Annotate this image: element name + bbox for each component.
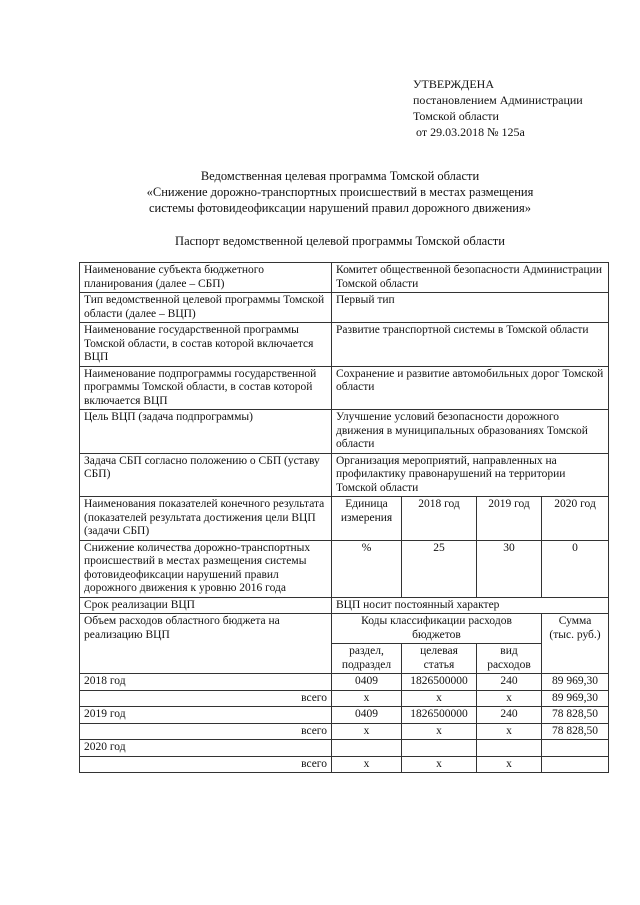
budget-label: Объем расходов областного бюджета на реализацию ВЦП <box>80 614 332 674</box>
budget-row <box>80 723 609 740</box>
budget-sum: 78 828,50 <box>542 723 609 740</box>
table-row <box>80 293 609 323</box>
budget-total-label: всего <box>80 690 332 707</box>
row-value: Комитет общественной безопасности Администрации Томской области <box>332 263 609 293</box>
document-title <box>60 168 620 216</box>
table-row <box>80 366 609 410</box>
table-row <box>80 410 609 454</box>
budget-row <box>80 756 609 773</box>
budget-row <box>80 740 609 757</box>
indicator-value: 30 <box>477 540 542 597</box>
budget-target <box>402 740 477 757</box>
budget-section: х <box>332 690 402 707</box>
year-header: 2019 год <box>477 497 542 541</box>
budget-row <box>80 707 609 724</box>
budget-type: х <box>477 756 542 773</box>
indicator-name: Снижение количества дорожно-транспортных происшествий в местах размещения системы фотовидеофиксации нарушений правил дорожного движения к уровню 2016 года <box>80 540 332 597</box>
budget-sum: 89 969,30 <box>542 674 609 691</box>
row-label: Цель ВЦП (задача подпрограммы) <box>80 410 332 454</box>
term-value: ВЦП носит постоянный характер <box>332 597 609 614</box>
passport-heading: Паспорт ведомственной целевой программы Томской области <box>175 234 505 248</box>
title-line-1: Ведомственная целевая программа Томской области <box>200 169 480 183</box>
year-header: 2020 год <box>542 497 609 541</box>
row-value: Первый тип <box>332 293 609 323</box>
indicators-label: Наименования показателей конечного результата (показателей результата достижения цели ВЦП (задачи СБП) <box>80 497 332 541</box>
year-header: 2018 год <box>402 497 477 541</box>
budget-total-label: всего <box>80 723 332 740</box>
row-label: Тип ведомственной целевой программы Томской области (далее – ВЦП) <box>80 293 332 323</box>
budget-type: х <box>477 690 542 707</box>
indicator-row <box>80 540 609 597</box>
budget-year: 2018 год <box>80 674 332 691</box>
indicator-value: 0 <box>542 540 609 597</box>
table-row <box>80 323 609 367</box>
row-label: Наименование государственной программы Томской области, в состав которой включается ВЦП <box>80 323 332 367</box>
table-row <box>80 263 609 293</box>
budget-header-row <box>80 614 609 644</box>
indicator-value: 25 <box>402 540 477 597</box>
target-header: целевая статья <box>402 644 477 674</box>
approval-line-1: УТВЕРЖДЕНА <box>413 77 495 91</box>
approval-line-3: Томской области <box>413 109 499 123</box>
unit-header: Единица измерения <box>332 497 402 541</box>
row-label: Наименование субъекта бюджетного планирования (далее – СБП) <box>80 263 332 293</box>
codes-header: Коды классификации расходов бюджетов <box>332 614 542 644</box>
budget-type <box>477 740 542 757</box>
table-row <box>80 453 609 497</box>
budget-sum <box>542 740 609 757</box>
title-line-2: «Снижение дорожно-транспортных происшествий в местах размещения <box>146 185 534 199</box>
budget-section: х <box>332 723 402 740</box>
budget-target: х <box>402 756 477 773</box>
budget-row <box>80 690 609 707</box>
row-value: Сохранение и развитие автомобильных дорог Томской области <box>332 366 609 410</box>
approval-line-2: постановлением Администрации <box>413 93 583 107</box>
budget-target: 1826500000 <box>402 674 477 691</box>
row-label: Задача СБП согласно положению о СБП (уставу СБП) <box>80 453 332 497</box>
term-row <box>80 597 609 614</box>
budget-section: 0409 <box>332 674 402 691</box>
row-label: Наименование подпрограммы государственной программы Томской области, в состав которой включается ВЦП <box>80 366 332 410</box>
row-value: Организация мероприятий, направленных на профилактику правонарушений на территории Томской области <box>332 453 609 497</box>
budget-target: х <box>402 690 477 707</box>
budget-section: х <box>332 756 402 773</box>
budget-section: 0409 <box>332 707 402 724</box>
budget-target: 1826500000 <box>402 707 477 724</box>
passport-table <box>79 262 609 773</box>
budget-type: х <box>477 723 542 740</box>
indicators-header-row <box>80 497 609 541</box>
budget-sum <box>542 756 609 773</box>
title-line-3: системы фотовидеофиксации нарушений правил дорожного движения» <box>148 201 531 215</box>
budget-sum: 78 828,50 <box>542 707 609 724</box>
term-label: Срок реализации ВЦП <box>80 597 332 614</box>
budget-total-label: всего <box>80 756 332 773</box>
budget-type: 240 <box>477 674 542 691</box>
approval-line-4: от 29.03.2018 № 125а <box>413 125 525 139</box>
indicator-unit: % <box>332 540 402 597</box>
row-value: Улучшение условий безопасности дорожного движения в муниципальных образованиях Томской области <box>332 410 609 454</box>
budget-row <box>80 674 609 691</box>
budget-target: х <box>402 723 477 740</box>
row-value: Развитие транспортной системы в Томской области <box>332 323 609 367</box>
approval-block <box>413 76 583 140</box>
type-header: вид расходов <box>477 644 542 674</box>
budget-type: 240 <box>477 707 542 724</box>
budget-year: 2019 год <box>80 707 332 724</box>
section-header: раздел, подраздел <box>332 644 402 674</box>
budget-section <box>332 740 402 757</box>
sum-header: Сумма (тыс. руб.) <box>542 614 609 674</box>
budget-year: 2020 год <box>80 740 332 757</box>
budget-sum: 89 969,30 <box>542 690 609 707</box>
